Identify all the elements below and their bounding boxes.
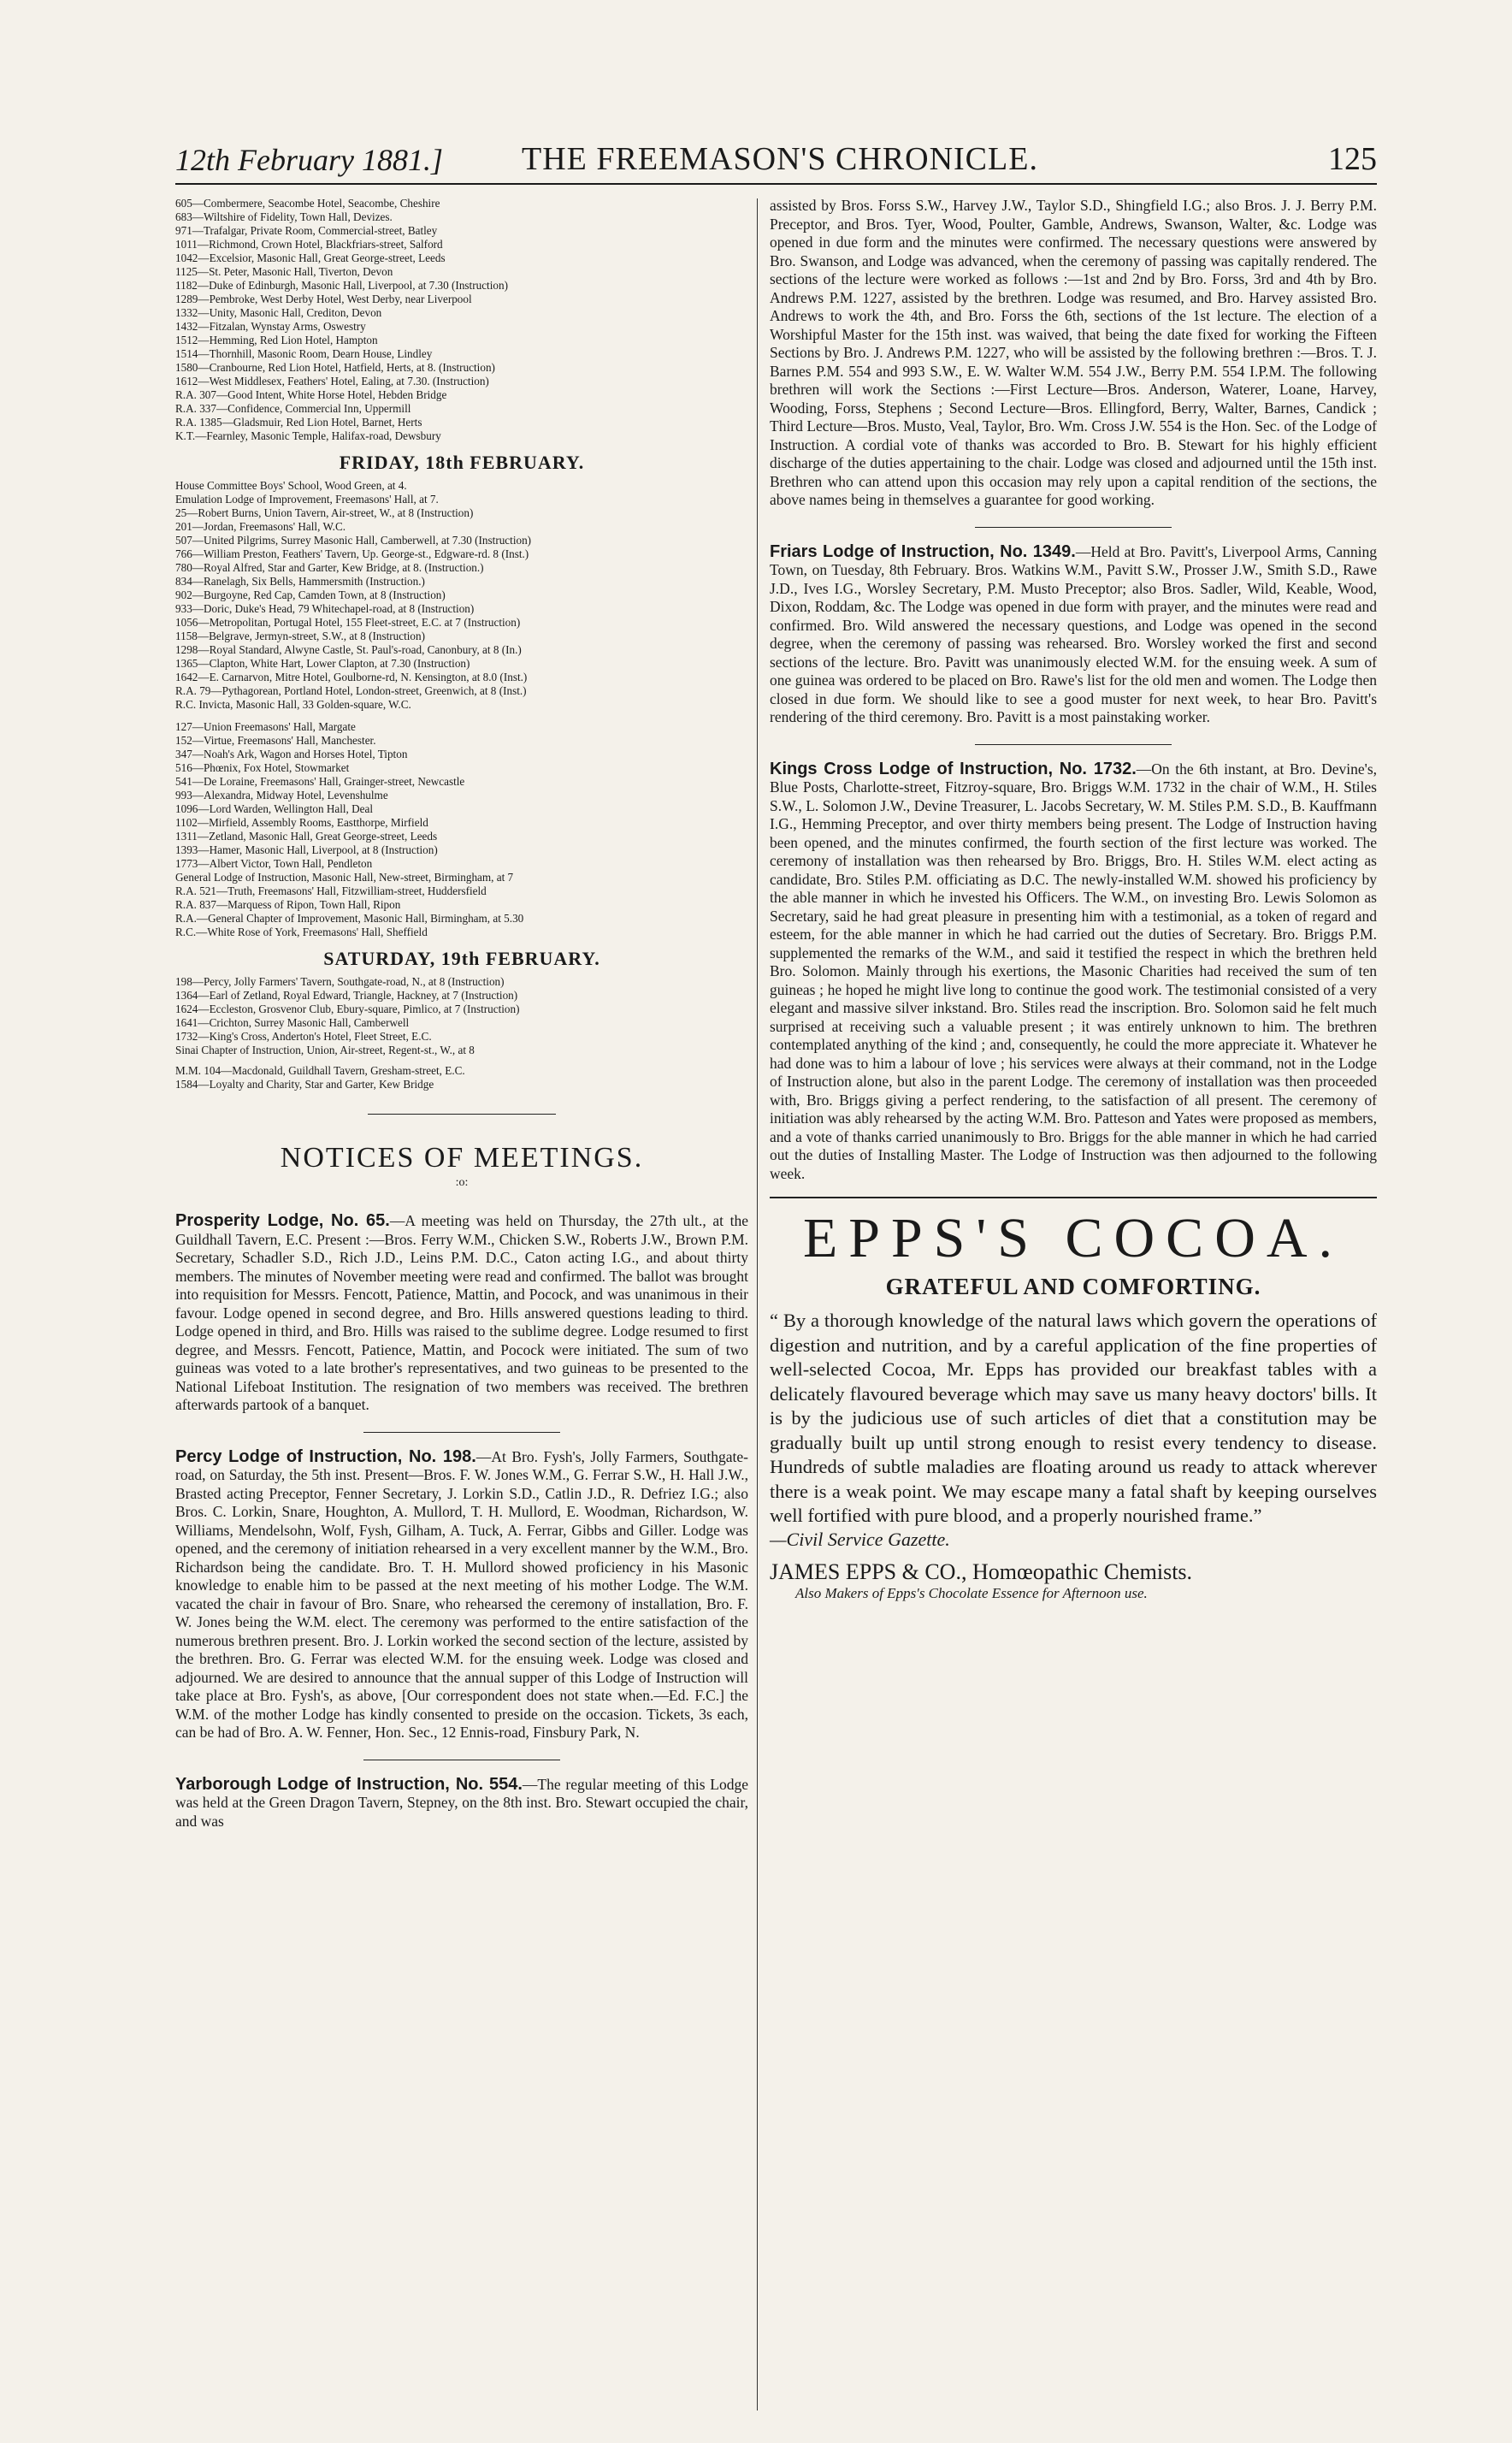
advert-footer: Also Makers of Epps's Chocolate Essence for Afternoon use. xyxy=(795,1584,1148,1601)
saturday-heading: SATURDAY, 19th FEBRUARY. xyxy=(323,948,600,969)
list-item: 127—Union Freemasons' Hall, Margate xyxy=(175,720,356,733)
column-divider xyxy=(757,198,758,2410)
list-item: 1512—Hemming, Red Lion Hotel, Hampton xyxy=(175,334,378,346)
list-item: 1612—West Middlesex, Feathers' Hotel, Ealing, at 7.30. (Instruction) xyxy=(175,375,489,387)
list-item: 1732—King's Cross, Anderton's Hotel, Fleet Street, E.C. xyxy=(175,1030,432,1043)
list-item: 766—William Preston, Feathers' Tavern, Up. George-st., Edgware-rd. 8 (Inst.) xyxy=(175,547,529,560)
list-item: R.A. 79—Pythagorean, Portland Hotel, London-street, Greenwich, at 8 (Inst.) xyxy=(175,684,527,697)
list-item: 683—Wiltshire of Fidelity, Town Hall, Devizes. xyxy=(175,210,393,223)
list-item: 1102—Mirfield, Assembly Rooms, Eastthorpe, Mirfield xyxy=(175,816,428,829)
list-item: 1125—St. Peter, Masonic Hall, Tiverton, Devon xyxy=(175,265,393,278)
article-text: —On the 6th instant, at Bro. Devine's, Blue Posts, Charlotte-street, Fitzroy-square, Bro. Briggs W.M. 1732 in the chair of W.M., H. Stiles S.W., L. Solomon J.W., Devine Treasurer, L. Jacobs Secretary, W. M. Stiles P.M. S.D., B. Kauffmann I.G., Hemming Preceptor, and over thirty members being present. The Lodge of Instruction having been opened, and the minutes confirmed, the fourth section of the first lecture was worked. The ceremony of installation was then rehearsed by Bro. Briggs, Bro. H. Stiles W.M. elect acting as candidate, Bro. Stiles P.M. officiating as D.C. The newly-installed W.M. showed his proficiency by the able manner in which he invested his Officers. The W.M., on investing Bro. Lewis Solomon as Secretary, said he had great pleasure in presenting him with a testimonial, as a token of regard and esteem, for the able manner in which he had carried out the duties of Secretary. Bro. Briggs P.M. supplemented the remarks of the W.M., and said it testified the respect in which the brethren held Bro. Solomon. Mainly through his exertions, the Masonic Charities had received the sum of ten guineas ; he hoped he might live long to continue the good work. The testimonial consisted of a very elegant and massive silver inkstand. Bro. Stiles read the inscription. Bro. Solomon said he felt much surprised at receiving such a valuable present ; it was entirely unknown to him. The brethren contemplated anything of the kind ; and, consequently, he could the more appreciate it. Whatever he had done was to him a labour of love ; his services were always at their command, not in the Lodge of Instruction alone, but also in the parent Lodge. The ceremony of installation was then proceeded with, Bro. Briggs giving a perfect rendering, to the satisfaction of all present. The ceremony of initiation was ably rehearsed by the acting W.M. Bro. Patteson and Yates were proposed as members, and a vote of thanks carried unanimously to Bro. Briggs for the able manner in which he had carried out the duties of Installing Master. The Lodge of Instruction was then adjourned to the following week. xyxy=(770,760,1377,1182)
list-item: General Lodge of Instruction, Masonic Hall, New-street, Birmingham, at 7 xyxy=(175,871,514,884)
list-item: 347—Noah's Ark, Wagon and Horses Hotel, Tipton xyxy=(175,748,408,760)
list-item: R.A. 837—Marquess of Ripon, Town Hall, Ripon xyxy=(175,898,401,911)
advert-title: EPPS'S COCOA. xyxy=(802,1207,1344,1269)
list-item: R.A.—General Chapter of Improvement, Masonic Hall, Birmingham, at 5.30 xyxy=(175,912,524,925)
list-item: 1641—Crichton, Surrey Masonic Hall, Camberwell xyxy=(175,1016,410,1029)
notices-heading: NOTICES OF MEETINGS. xyxy=(280,1142,644,1174)
list-item: 1365—Clapton, White Hart, Lower Clapton, at 7.30 (Instruction) xyxy=(175,657,470,670)
saturday-provincial-list xyxy=(175,1064,748,1091)
article-text: —Held at Bro. Pavitt's, Liverpool Arms, Canning Town, on Tuesday, 8th February. Bros. Watkins W.M., Pavitt S.W., Prosser J.W., Smith S.D., Rawe J.D., Ives I.G., Worsley Secretary, P.M. Musto Preceptor; also Bros. Sadler, Wild, Keable, Wood, Dixon, Roddam, &c. The Lodge was opened in due form with prayer, and the minutes were read and confirmed. Bro. Wild answered the necessary questions, and Lodge was opened in the second degree, when the ceremony of passing was rehearsed. Bro. Worsley worked the first and second sections of the lecture. Bro. Pavitt was unanimously elected W.M. for the ensuing week. A sum of one guinea was ordered to be placed on Bro. Rawe's list for the old men and women. The Lodge then closed in due form. We should like to see a good muster for next week, to hear Bro. Pavitt's rendering of the third ceremony. Bro. Pavitt is a most painstaking worker. xyxy=(770,542,1377,725)
list-item: R.C.—White Rose of York, Freemasons' Hall, Sheffield xyxy=(175,926,428,938)
section-rule xyxy=(368,1114,556,1115)
list-item: 516—Phœnix, Fox Hotel, Stowmarket xyxy=(175,761,350,774)
list-item: 198—Percy, Jolly Farmers' Tavern, Southgate-road, N., at 8 (Instruction) xyxy=(175,975,505,988)
advert-source: —Civil Service Gazette. xyxy=(770,1528,950,1550)
list-item: 1056—Metropolitan, Portugal Hotel, 155 Fleet-street, E.C. at 7 (Instruction) xyxy=(175,616,521,629)
list-item: 780—Royal Alfred, Star and Garter, Kew Bridge, at 8. (Instruction.) xyxy=(175,561,484,574)
epps-cocoa-advert xyxy=(770,1197,1377,1602)
article-rule xyxy=(975,744,1172,745)
list-item: 1642—E. Carnarvon, Mitre Hotel, Goulborne-rd, N. Kensington, at 8.0 (Inst.) xyxy=(175,671,528,683)
article-kings-cross-lodge xyxy=(770,760,1377,1184)
list-item: 152—Virtue, Freemasons' Hall, Manchester. xyxy=(175,734,376,747)
list-item: 25—Robert Burns, Union Tavern, Air-street, W., at 8 (Instruction) xyxy=(175,506,474,519)
list-item: 1432—Fitzalan, Wynstay Arms, Oswestry xyxy=(175,320,366,333)
list-item: 1332—Unity, Masonic Hall, Crediton, Devon xyxy=(175,306,382,319)
list-item: 1773—Albert Victor, Town Hall, Pendleton xyxy=(175,857,373,870)
article-rule xyxy=(363,1432,560,1433)
advert-subtitle: GRATEFUL AND COMFORTING. xyxy=(885,1274,1261,1299)
article-yarborough-continued xyxy=(770,197,1377,510)
list-item: R.A. 521—Truth, Freemasons' Hall, Fitzwilliam-street, Huddersfield xyxy=(175,884,487,897)
list-item: 902—Burgoyne, Red Cap, Camden Town, at 8 (Instruction) xyxy=(175,589,446,601)
list-item: 1584—Loyalty and Charity, Star and Garter, Kew Bridge xyxy=(175,1078,434,1091)
list-item: 1096—Lord Warden, Wellington Hall, Deal xyxy=(175,802,374,815)
right-column xyxy=(770,197,1377,1602)
list-item: 1158—Belgrave, Jermyn-street, S.W., at 8 (Instruction) xyxy=(175,630,426,642)
article-rule xyxy=(975,527,1172,528)
list-item: 1011—Richmond, Crown Hotel, Blackfriars-street, Salford xyxy=(175,238,443,251)
article-yarborough-lodge xyxy=(175,1776,748,1831)
notices-ornament: :o: xyxy=(455,1176,469,1189)
page-number: 125 xyxy=(1328,141,1377,177)
list-item: 1514—Thornhill, Masonic Room, Dearn House, Lindley xyxy=(175,347,433,360)
left-column xyxy=(175,197,748,1831)
thursday-meetings-list xyxy=(175,197,748,443)
list-item: R.C. Invicta, Masonic Hall, 33 Golden-square, W.C. xyxy=(175,698,411,711)
article-text: —A meeting was held on Thursday, the 27th ult., at the Guildhall Tavern, E.C. Present :—Bros. Ferry W.M., Chicken S.W., Roberts J.W., Brown P.M. Secretary, Schadler S.D., Rich J.D., Leins P.M. D.C., Caton acting I.G., and about thirty members. The minutes of November meeting were read and confirmed. The ballot was brought into requisition for Messrs. Fencott, Patience, Mattin, and Pocock, and was unanimous in their favour. Lodge opened in second degree, and Bro. Hills answered questions leading to third. Lodge opened in third, and Bro. Hills was raised to the sublime degree. Lodge resumed to first degree, and Messrs. Fencott, Patience, Mattin, and Pocock were initiated. The sum of two guineas was voted to a late brother's representatives, and two guineas to be presented to the National Lifeboat Institution. The resignation of two members was received. The brethren afterwards partook of a banquet. xyxy=(175,1212,748,1413)
list-item: 834—Ranelagh, Six Bells, Hammersmith (Instruction.) xyxy=(175,575,425,588)
article-text: assisted by Bros. Forss S.W., Harvey J.W., Taylor S.D., Shingfield I.G.; also Bros. J. J. Berry P.M. Preceptor, and Bros. Tyer, Wood, Poulter, Gamble, Andrews, Swanson, Walter, &c. Lodge was opened in due form and the minutes were confirmed. The necessary questions were answered by Bro. Swanson, and Lodge was advanced, when the ceremony of passing was capitally rendered. The sections of the lecture were worked as follows :—1st and 2nd by Bro. Forss, 3rd and 4th by Bro. Andrews P.M. 1227, assisted by the brethren. Lodge was resumed, and Bro. Harvey assisted Bro. Andrews to work the 4th, and Bro. Forss the 6th, sections of the 1st lecture. The election of a Worshipful Master for the 15th inst. was waived, that being the date fixed for working the Fifteen Sections by Bro. J. Andrews P.M. 1227, who will be assisted by the following brethren :—Bros. T. J. Barnes P.M. 554 and 993 S.W., E. W. Walter W.M. 554 J.W., Berry P.M. 554 I.P.M. The following brethren will work the Sections :—First Lecture—Bros. Anderson, Waterer, Loane, Harvey, Wooding, Forss, Stephens ; Second Lecture—Bros. Ellingford, Berry, Walter, Barnes, Candick ; Third Lecture—Bros. Musto, Veal, Taylor, Bro. Wm. Cross J.W. 554 is the Hon. Sec. of the Lodge of Instruction. A cordial vote of thanks was accorded to Bro. B. Stewart for his highly efficient discharge of the duties appertaining to the chair. Lodge was closed and adjourned until the 15th inst. Brethren who can attend upon this occasion may rely upon a capital rendition of the sections, the above names being in themselves a guarantee for good working. xyxy=(770,197,1377,508)
friday-meetings-list xyxy=(175,479,748,712)
list-item: R.A. 307—Good Intent, White Horse Hotel, Hebden Bridge xyxy=(175,388,447,401)
list-item: House Committee Boys' School, Wood Green, at 4. xyxy=(175,479,407,492)
issue-date: 12th February 1881.] xyxy=(175,143,443,177)
list-item: 1580—Cranbourne, Red Lion Hotel, Hatfield, Herts, at 8. (Instruction) xyxy=(175,361,495,374)
article-title: Friars Lodge of Instruction, No. 1349. xyxy=(770,541,1076,561)
friday-heading: FRIDAY, 18th FEBRUARY. xyxy=(339,452,585,473)
list-item: 1393—Hamer, Masonic Hall, Liverpool, at 8 (Instruction) xyxy=(175,843,438,856)
article-percy-lodge xyxy=(175,1448,748,1742)
advert-body: “ By a thorough knowledge of the natural laws which govern the operations of digestion and nutrition, and by a careful application of the fine properties of well-selected Cocoa, Mr. Epps has provided our breakfast tables with a delicately flavoured beverage which may save us many heavy doctors' bills. It is by the judicious use of such articles of diet that a constitution may be gradually built up until strong enough to resist every tendency to disease. Hundreds of subtle maladies are floating around us ready to attack wherever there is a weak point. We may escape many a fatal shaft by keeping ourselves well fortified with pure blood, and a properly nourished frame.” xyxy=(770,1310,1377,1526)
list-item: 1624—Eccleston, Grosvenor Club, Ebury-square, Pimlico, at 7 (Instruction) xyxy=(175,1003,520,1015)
article-friars-lodge xyxy=(770,543,1377,727)
list-item: K.T.—Fearnley, Masonic Temple, Halifax-road, Dewsbury xyxy=(175,429,441,442)
list-item: 933—Doric, Duke's Head, 79 Whitechapel-road, at 8 (Instruction) xyxy=(175,602,475,615)
list-item: R.A. 1385—Gladsmuir, Red Lion Hotel, Barnet, Herts xyxy=(175,416,422,429)
list-item: 201—Jordan, Freemasons' Hall, W.C. xyxy=(175,520,346,533)
list-item: M.M. 104—Macdonald, Guildhall Tavern, Gresham-street, E.C. xyxy=(175,1064,465,1077)
article-title: Yarborough Lodge of Instruction, No. 554. xyxy=(175,1774,523,1794)
list-item: 1298—Royal Standard, Alwyne Castle, St. Paul's-road, Canonbury, at 8 (In.) xyxy=(175,643,522,656)
list-item: Sinai Chapter of Instruction, Union, Air-street, Regent-st., W., at 8 xyxy=(175,1044,475,1056)
article-title: Percy Lodge of Instruction, No. 198. xyxy=(175,1446,476,1466)
saturday-meetings-list xyxy=(175,975,748,1057)
list-item: 507—United Pilgrims, Surrey Masonic Hall, Camberwell, at 7.30 (Instruction) xyxy=(175,534,532,547)
list-item: 1364—Earl of Zetland, Royal Edward, Triangle, Hackney, at 7 (Instruction) xyxy=(175,989,518,1002)
list-item: 1042—Excelsior, Masonic Hall, Great George-street, Leeds xyxy=(175,251,446,264)
list-item: 541—De Loraine, Freemasons' Hall, Grainger-street, Newcastle xyxy=(175,775,465,788)
page-header xyxy=(175,139,1377,185)
list-item: R.A. 337—Confidence, Commercial Inn, Uppermill xyxy=(175,402,411,415)
list-item: 993—Alexandra, Midway Hotel, Levenshulme xyxy=(175,789,388,802)
article-title: Kings Cross Lodge of Instruction, No. 1732. xyxy=(770,759,1137,778)
publication-title: THE FREEMASON'S CHRONICLE. xyxy=(522,141,1038,177)
friday-provincial-list xyxy=(175,720,748,939)
article-prosperity-lodge xyxy=(175,1212,748,1415)
list-item: 1182—Duke of Edinburgh, Masonic Hall, Liverpool, at 7.30 (Instruction) xyxy=(175,279,508,292)
list-item: 1311—Zetland, Masonic Hall, Great George-street, Leeds xyxy=(175,830,438,843)
list-item: 605—Combermere, Seacombe Hotel, Seacombe, Cheshire xyxy=(175,197,440,210)
list-item: 971—Trafalgar, Private Room, Commercial-street, Batley xyxy=(175,224,438,237)
advert-company: JAMES EPPS & CO., Homœopathic Chemists. xyxy=(770,1559,1193,1584)
list-item: 1289—Pembroke, West Derby Hotel, West Derby, near Liverpool xyxy=(175,293,472,305)
article-title: Prosperity Lodge, No. 65. xyxy=(175,1211,390,1230)
list-item: Emulation Lodge of Improvement, Freemasons' Hall, at 7. xyxy=(175,493,439,506)
article-text: —The regular meeting of this Lodge was held at the Green Dragon Tavern, Stepney, on the 8th inst. Bro. Stewart occupied the chair, and was xyxy=(175,1775,749,1830)
article-text: —At Bro. Fysh's, Jolly Farmers, Southgate-road, on Saturday, the 5th inst. Present—Bros. F. W. Jones W.M., G. Ferrar S.W., H. Hall J.W., Brasted acting Preceptor, Fenner Secretary, J. Lorkin S.D., Catlin J.D., R. Defriez I.G.; also Bros. C. Lorkin, Snare, Houghton, A. Mullord, T. H. Mullord, E. Woodman, Richardson, W. Williams, Mendelsohn, Wolf, Fysh, Gilham, A. Tuck, A. Ferrar, Gibbs and Giller. Lodge was opened, and the ceremony of initiation rehearsed in a very excellent manner by the W.M., Bro. Richardson being the candidate. Bro. T. H. Mullord showed proficiency in his Masonic knowledge to enable him to be passed at the next meeting of his mother Lodge. The W.M. vacated the chair in favour of Bro. Snare, who rehearsed the ceremony of installation, Bro. F. W. Jones being the W.M. elect. The ceremony was performed to the entire satisfaction of the numerous brethren present. Bro. J. Lorkin worked the second section of the lecture, assisted by the brethren. Bro. G. Ferrar was elected W.M. for the ensuing week. Lodge was closed and adjourned. We are desired to announce that the annual supper of this Lodge of Instruction will take place at Bro. Fysh's, as above, [Our correspondent does not state when.—Ed. F.C.] the W.M. of the mother Lodge has kindly consented to preside on the occasion. Tickets, 3s each, can be had of Bro. A. W. Fenner, Hon. Sec., 12 Ennis-road, Finsbury Park, N. xyxy=(175,1447,748,1741)
